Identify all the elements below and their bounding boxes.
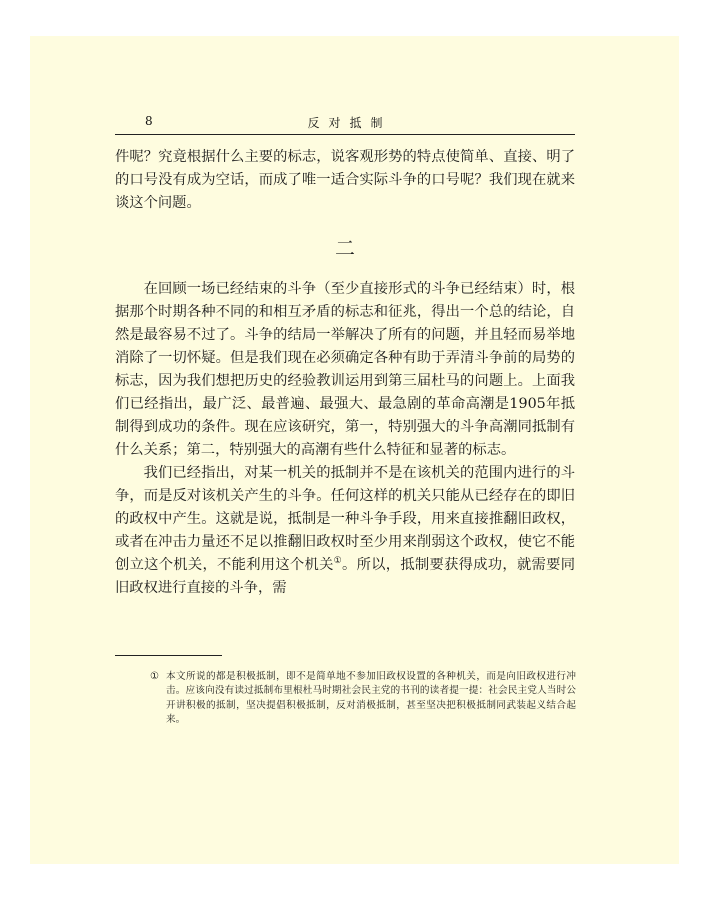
page-number: 8 [145, 114, 153, 128]
section-heading: 二 [335, 236, 355, 260]
footnote-text: 本文所说的都是积极抵制，即不是简单地不参加旧政权设置的各种机关，而是向旧政权进行冲击。应该向没有读过抵制布里根杜马时期社会民主党的书刊的读者提一提：社会民主党人当时公开讲积极的抵制，坚决提倡积极抵制，反对消极抵制，甚至坚决把积极抵制同武装起义结合起来。 [166, 671, 576, 725]
body-text [115, 146, 575, 600]
paragraph-2 [115, 462, 575, 600]
running-header [115, 112, 575, 135]
footnote [150, 670, 576, 727]
intro-paragraph: 件呢？究竟根据什么主要的标志，说客观形势的特点使简单、直接、明了的口号没有成为空话，而成了唯一适合实际斗争的口号呢？我们现在就来谈这个问题。 [115, 149, 575, 211]
footnote-divider [115, 655, 222, 656]
paragraph-1: 在回顾一场已经结束的斗争（至少直接形式的斗争已经结束）时，根据那个时期各种不同的和相互矛盾的标志和征兆，得出一个总的结论，自然是最容易不过了。斗争的结局一举解决了所有的问题，并且轻而易举地消除了一切怀疑。但是我们现在必须确定各种有助于弄清斗争前的局势的标志，因为我们想把历史的经验教训运用到第三届杜马的问题上。上面我们已经指出，最广泛、最普遍、最强大、最急剧的革命高潮是1905年抵制得到成功的条件。现在应该研究，第一，特别强大的斗争高潮同抵制有什么关系；第二，特别强大的高潮有些什么特征和显著的标志。 [115, 281, 575, 458]
footnote-reference[interactable]: ① [333, 556, 343, 567]
paragraph-2-tail: 。所以，抵制要获得成功，就需要同旧政权进行直接的斗争，需 [115, 557, 575, 596]
footnote-mark: ① [150, 671, 159, 682]
running-title: 反对抵制 [307, 116, 392, 130]
paragraph-2-text: 我们已经指出，对某一机关的抵制并不是在该机关的范围内进行的斗争，而是反对该机关产生的斗争。任何这样的机关只能从已经存在的即旧的政权中产生。这就是说，抵制是一种斗争手段，用来直接推翻旧政权，或者在冲击力量还不足以推翻旧政权时至少用来削弱这个政权，使它不能创立这个机关，不能利用这个机关 [115, 465, 575, 573]
